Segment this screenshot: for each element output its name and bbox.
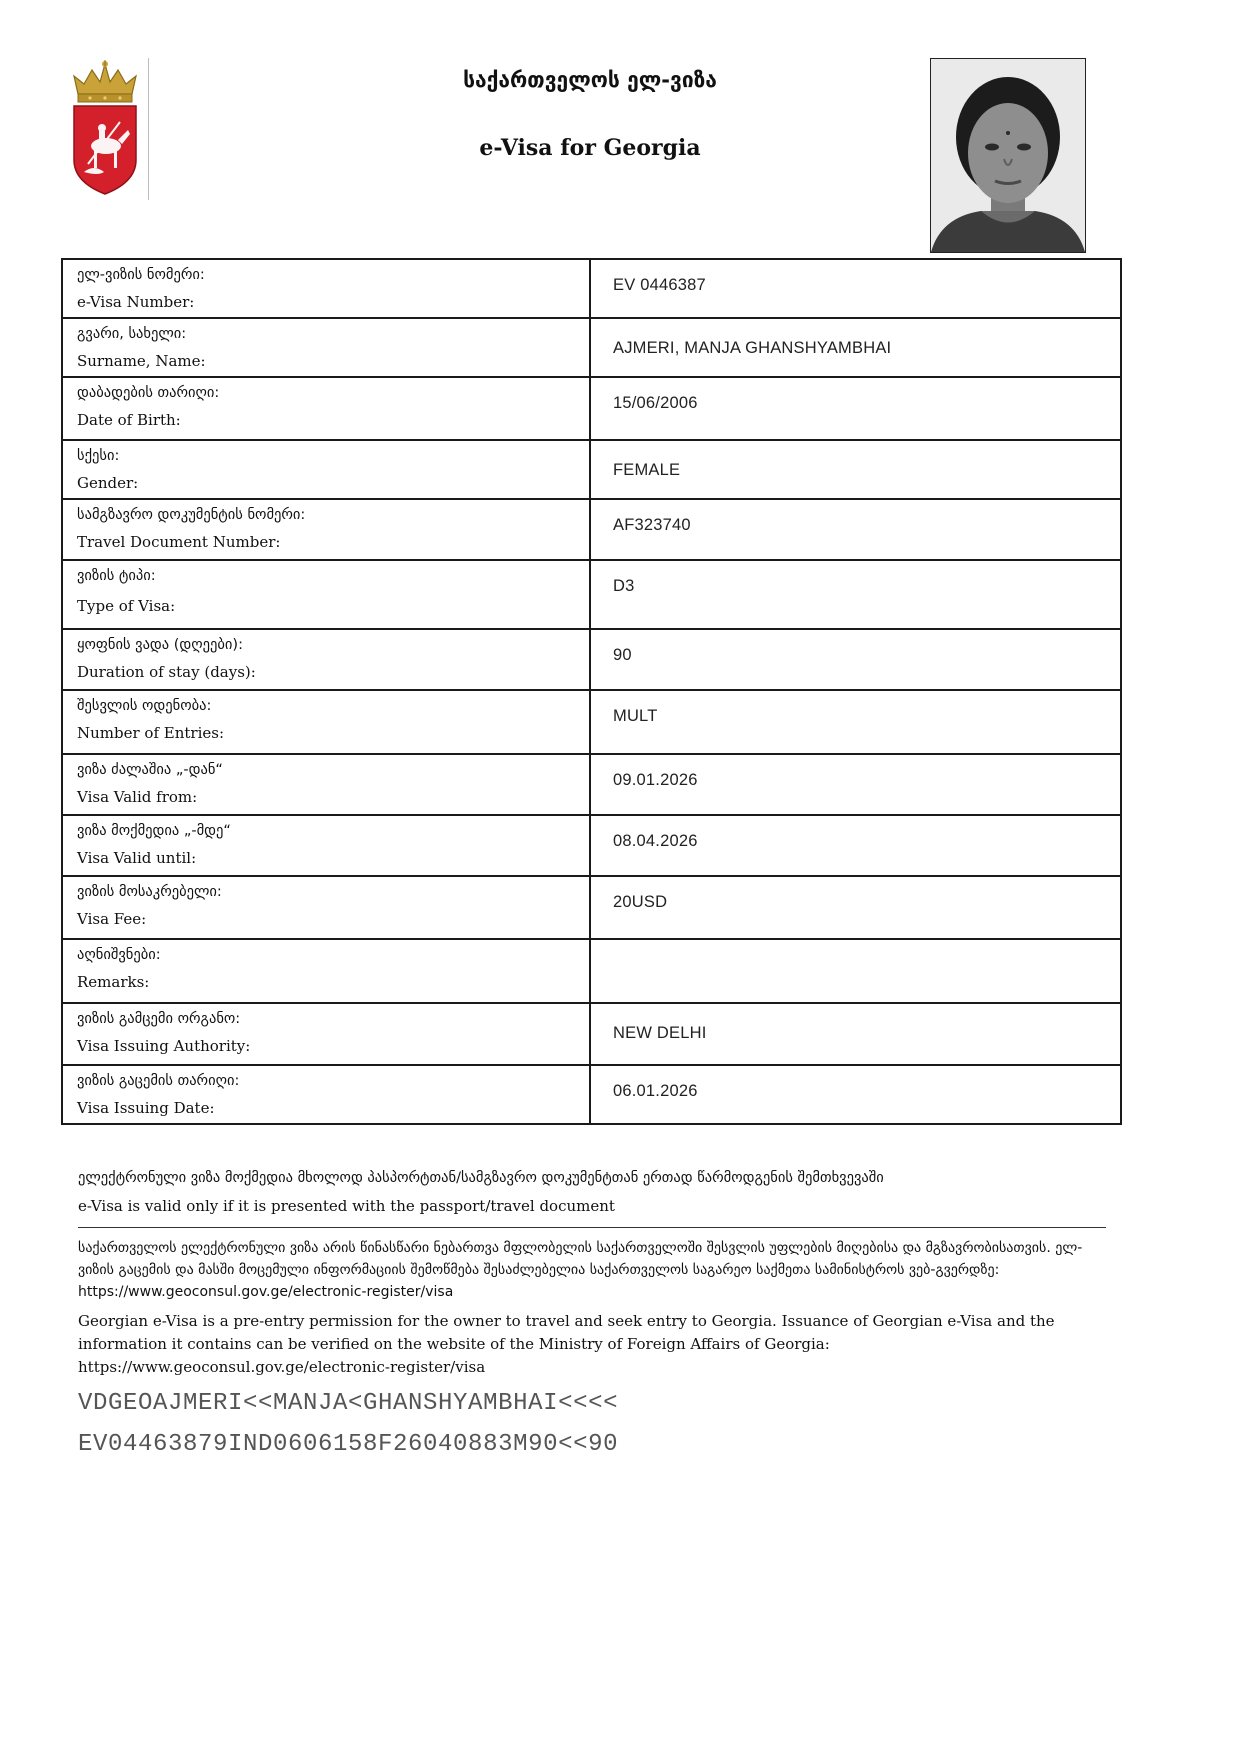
table-row	[62, 318, 1121, 377]
visa-details-table	[61, 258, 1122, 1125]
evisa-number-value: EV 0446387	[590, 259, 1121, 318]
field-label: Remarks:	[77, 973, 150, 991]
travel-document-number-value: AF323740	[590, 499, 1121, 560]
crown-icon	[74, 60, 136, 102]
field-label-georgian: სქესი:	[77, 448, 120, 464]
info-paragraph-georgian: საქართველოს ელექტრონული ვიზა არის წინასწარი ნებართვა მფლობელის საქართველოში შესვლის უფლების მიღებისა და მგზავრობისათვის. ელ-ვიზის გაცემის და მასში მოცემული ინფორმაციის შემოწმება შესაძლებელია საქართველოს საგარეო საქმეთა სამინისტროს ვებ-გვერდზე: https://www.geoconsul.gov.ge/electronic-register/visa	[78, 1240, 1083, 1300]
date-of-birth-value: 15/06/2006	[590, 377, 1121, 440]
field-label: e-Visa Number:	[77, 293, 195, 311]
mrz-line-1: VDGEOAJMERI<<MANJA<GHANSHYAMBHAI<<<<	[78, 1390, 619, 1417]
field-label: Visa Issuing Date:	[77, 1099, 215, 1117]
table-row	[62, 377, 1121, 440]
field-label-georgian: ვიზა ძალაშია „-დან“	[77, 762, 223, 778]
person-portrait-icon	[931, 59, 1085, 252]
table-row	[62, 440, 1121, 499]
mrz-line-2: EV04463879IND0606158F26040883M90<<90	[78, 1431, 619, 1458]
section-divider	[78, 1227, 1106, 1228]
table-row	[62, 690, 1121, 754]
info-paragraph: Georgian e-Visa is a pre-entry permission for the owner to travel and seek entry to Georgia. Issuance of Georgian e-Visa and the information it contains can be verified on the website of the Ministry of Foreign Affairs of Georgia: https://www.geoconsul.gov.ge/electronic-register/visa	[78, 1312, 1055, 1376]
holder-photo	[930, 58, 1086, 253]
issuing-date-value: 06.01.2026	[590, 1065, 1121, 1124]
valid-until-value: 08.04.2026	[590, 815, 1121, 876]
table-row	[62, 259, 1121, 318]
page-title: e-Visa for Georgia	[479, 135, 701, 161]
table-row	[62, 876, 1121, 939]
duration-of-stay-value: 90	[590, 629, 1121, 690]
field-label: Surname, Name:	[77, 352, 206, 370]
field-label: Number of Entries:	[77, 724, 225, 742]
valid-from-value: 09.01.2026	[590, 754, 1121, 815]
remarks-value	[590, 939, 1121, 1003]
table-row	[62, 560, 1121, 629]
table-row	[62, 1003, 1121, 1065]
page-title-georgian: საქართველოს ელ-ვიზა	[463, 68, 717, 92]
gender-value: FEMALE	[590, 440, 1121, 499]
field-label-georgian: ვიზის ტიპი:	[77, 568, 156, 584]
field-label-georgian: ვიზა მოქმედია „-მდე“	[77, 823, 231, 839]
header-divider	[148, 58, 149, 200]
field-label: Visa Valid from:	[77, 788, 198, 806]
field-label: Gender:	[77, 474, 139, 492]
field-label-georgian: ყოფნის ვადა (დღეები):	[77, 637, 243, 653]
field-label: Date of Birth:	[77, 411, 181, 429]
table-row	[62, 499, 1121, 560]
validity-note-georgian: ელექტრონული ვიზა მოქმედია მხოლოდ პასპორტთან/სამგზავრო დოკუმენტთან ერთად წარმოდგენის შემთხვევაში	[78, 1170, 884, 1186]
table-row	[62, 629, 1121, 690]
field-label-georgian: ელ-ვიზის ნომერი:	[77, 267, 205, 283]
number-of-entries-value: MULT	[590, 690, 1121, 754]
field-label-georgian: შესვლის ოდენობა:	[77, 698, 212, 714]
visa-fee-value: 20USD	[590, 876, 1121, 939]
field-label-georgian: სამგზავრო დოკუმენტის ნომერი:	[77, 507, 306, 523]
field-label: Visa Valid until:	[77, 849, 197, 867]
visa-type-value: D3	[590, 560, 1121, 629]
field-label-georgian: ვიზის გაცემის თარიღი:	[77, 1073, 240, 1089]
field-label: Visa Issuing Authority:	[77, 1037, 251, 1055]
field-label: Duration of stay (days):	[77, 663, 256, 681]
field-label-georgian: გვარი, სახელი:	[77, 326, 187, 342]
field-label: Visa Fee:	[77, 910, 147, 928]
name-value: AJMERI, MANJA GHANSHYAMBHAI	[590, 318, 1121, 377]
table-row	[62, 1065, 1121, 1124]
issuing-authority-value: NEW DELHI	[590, 1003, 1121, 1065]
georgia-coat-of-arms-icon	[70, 60, 140, 196]
table-row	[62, 815, 1121, 876]
field-label-georgian: აღნიშვნები:	[77, 947, 161, 963]
field-label-georgian: ვიზის გამცემი ორგანო:	[77, 1011, 241, 1027]
validity-note: e-Visa is valid only if it is presented with the passport/travel document	[78, 1197, 615, 1215]
table-row	[62, 754, 1121, 815]
field-label: Travel Document Number:	[77, 533, 281, 551]
field-label-georgian: ვიზის მოსაკრებელი:	[77, 884, 222, 900]
field-label-georgian: დაბადების თარიღი:	[77, 385, 220, 401]
table-row	[62, 939, 1121, 1003]
field-label: Type of Visa:	[77, 597, 176, 615]
